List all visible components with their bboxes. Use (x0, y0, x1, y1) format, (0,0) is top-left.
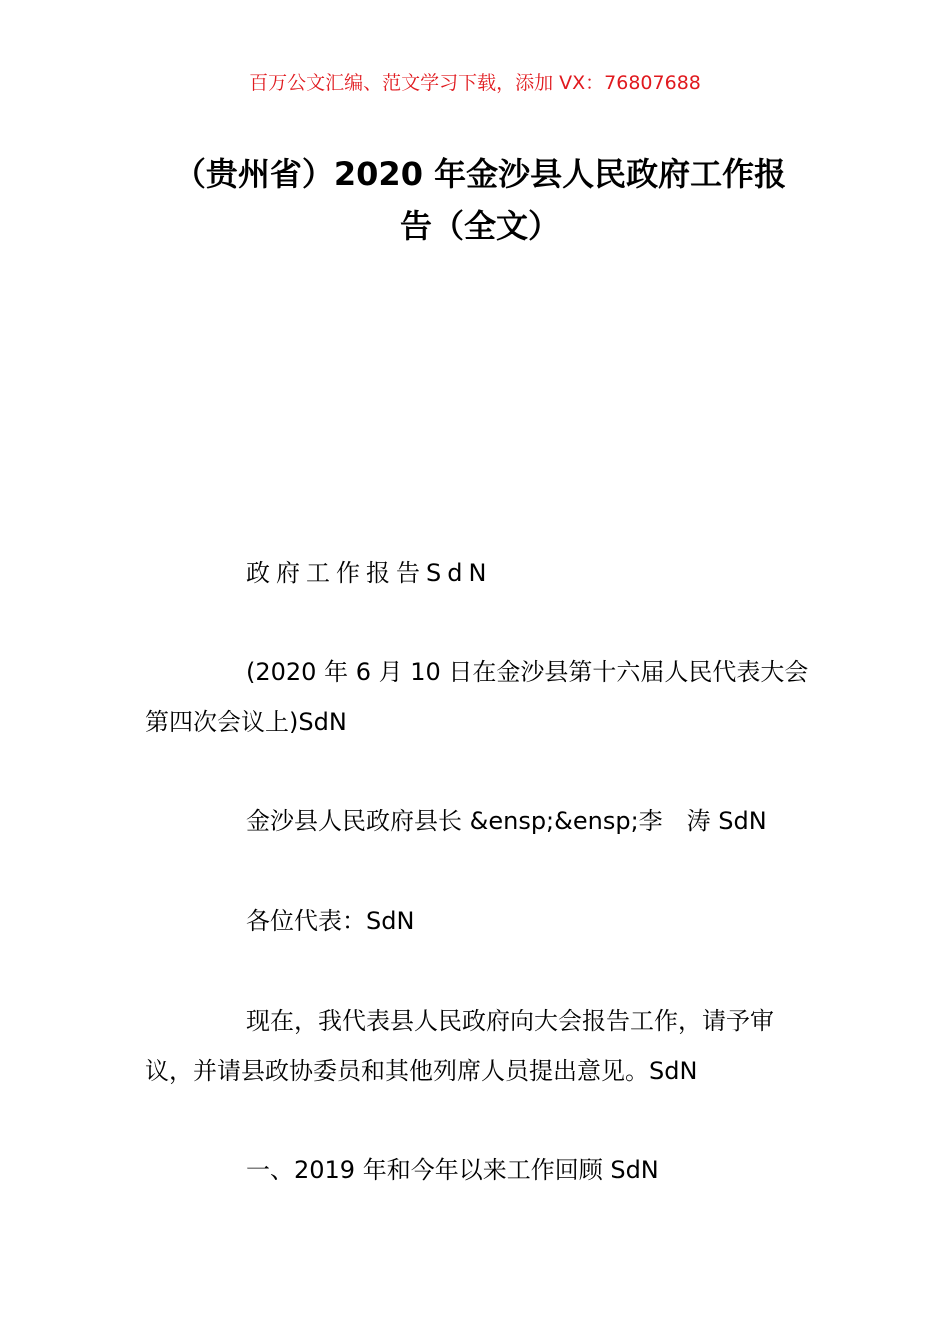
document-title (150, 148, 810, 252)
intro-paragraph: 现在，我代表县人民政府向大会报告工作，请予审议，并请县政协委员和其他列席人员提出意见。SdN (145, 1007, 774, 1085)
meeting-info-paragraph: (2020 年 6 月 10 日在金沙县第十六届人民代表大会第四次会议上)SdN (145, 658, 809, 736)
salutation: 各位代表：SdN (246, 907, 415, 935)
header-note: 百万公文汇编、范文学习下载，添加 VX：76807688 (249, 72, 701, 94)
document-title-line-1: （贵州省）2020 年金沙县人民政府工作报 (173, 155, 787, 193)
document-title-line-2: 告（全文） (399, 207, 560, 245)
section-heading: 政府工作报告SdN (246, 559, 493, 587)
section-one-heading: 一、2019 年和今年以来工作回顾 SdN (246, 1156, 659, 1184)
author-line: 金沙县人民政府县长 &ensp;&ensp;李 涛 SdN (246, 807, 767, 835)
